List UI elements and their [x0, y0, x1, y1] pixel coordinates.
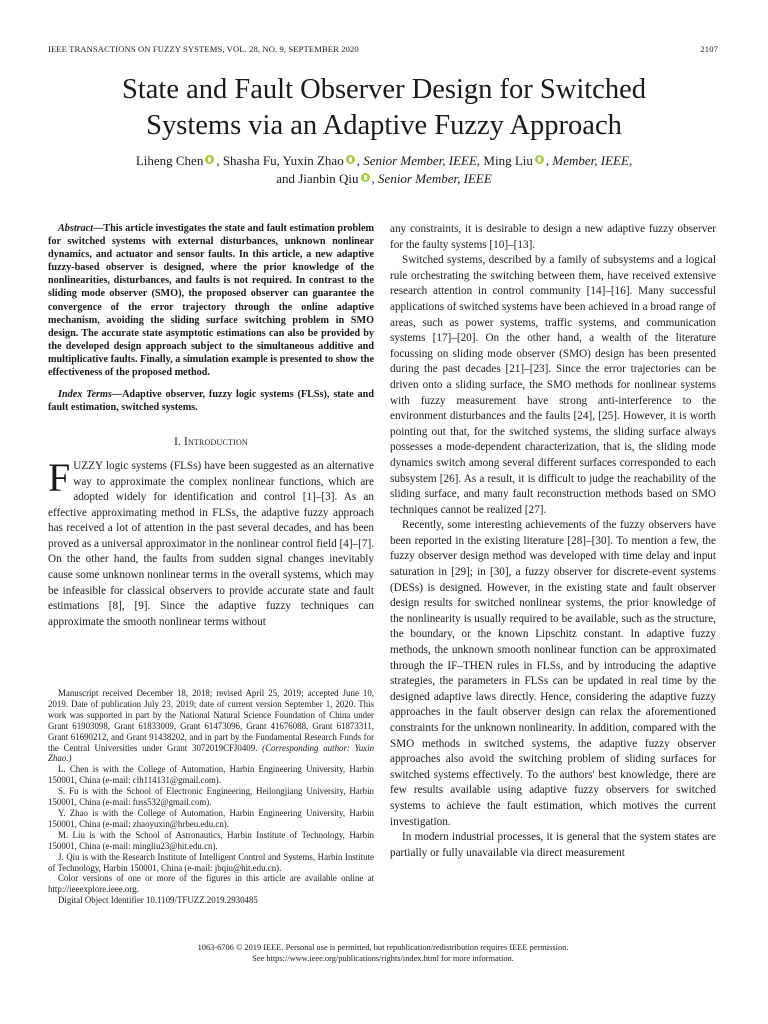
author-name: Ming Liu — [483, 153, 533, 168]
orcid-icon[interactable] — [535, 155, 544, 164]
footnote-doi: Digital Object Identifier 10.1109/TFUZZ.2019.2930485 — [58, 895, 258, 906]
orcid-icon[interactable] — [205, 155, 214, 164]
footnote-color-note: Color versions of one or more of the figures in this article are available online at http://ieeexplore.ieee.org. — [48, 873, 374, 895]
section-title: Introduction — [184, 436, 248, 449]
footnote-affiliation: L. Chen is with the College of Automation, Harbin Engineering University, Harbin 150001, China (e-mail: clh114131@gmail.com). — [48, 764, 374, 786]
footnote-manuscript — [48, 688, 374, 764]
author-line-1: Liheng Chen , Shasha Fu, Yuxin Zhao , Senior Member, IEEE, Ming Liu , Member, IEEE, — [135, 153, 633, 168]
author-role: Senior Member, IEEE — [378, 171, 492, 186]
page-number: 2107 — [700, 44, 718, 54]
right-column — [390, 222, 716, 861]
footnote-text: Manuscript received December 18, 2018; revised April 25, 2019; accepted June 10, 2019. Date of publication July 23, 2019; date of current version September 1, 2020. This work was supported in part by the National Natural Science Foundation of China under Grant 61903098, Grant 61833009, Grant 61473096, Grant 41676088, Grant 61873311, Grant 61690212, and Grant 91438202, and in part by the Fundamental Research Funds for the Central Universities under Grant 3072019CFJ0409. — [48, 688, 374, 753]
footnote-affiliation: J. Qiu is with the Research Institute of Intelligent Control and Systems, Harbin Institute of Technology, Harbin 150001, China (e-mail: jbqiu@hit.edu.cn). — [48, 851, 374, 873]
corresponding-author: (Corresponding author: Yuxin Zhao.) — [48, 742, 375, 764]
intro-paragraph-2: Switched systems, described by a family of subsystems and a logical rule orchestrating the switching between them, have received extensive research attention in control community [14]–[16]. Many successful applications of switched systems have been achieved in a broad range of areas, such as power systems, traffic systems, and communication systems [17]–[20]. On the other hand, a wealth of the literature focussing on sliding mode observer (SMO) design has been presented during the past decades [21]–[23]. Since the error trajectories can be driven onto a sliding surface, the SMO methods for nonlinear systems with fuzzy measurement have strong anti-interference to the environment disturbances and the faults [24], [25]. However, it is worth pointing out that, for the switched systems, the sliding surface always possesses a mode-dependent characterization, that is, the sliding mode dynamics switch among several different surfaces corresponded to each subsystem [26]. As a result, it is difficult to judge the reachability of the sliding surface, and many fault reconstruction methods based on SMO techniques cannot be realized [27]. — [390, 254, 716, 516]
intro-paragraph-4: In modern industrial processes, it is general that the system states are partially or fully unavailable via direct measurement — [390, 831, 716, 859]
abstract-label: Abstract — [58, 223, 94, 234]
author-name: Liheng Chen — [135, 153, 204, 168]
footnote-affiliation: S. Fu is with the School of Electronic Engineering, Heilongjiang University, Harbin 150001, China (e-mail: fuss532@gmail.com). — [48, 786, 374, 808]
orcid-icon[interactable] — [346, 155, 355, 164]
drop-cap: F — [48, 454, 71, 500]
index-terms-text: Adaptive observer, fuzzy logic systems (FLSs), state and fault estimation, switched systems. — [48, 389, 374, 414]
author-line-2: and Jianbin Qiu , Senior Member, IEEE — [276, 171, 492, 186]
intro-paragraph-3: Recently, some interesting achievements of the fuzzy observers have been reported in the existing literature [28]–[30]. To mention a few, the fuzzy observer design method was developed with time delay and input saturation in [29]; in [30], a fuzzy observer for discrete-event systems (DESs) is designed. However, in the existing state and fault observer design results for switched nonlinear systems, the prior knowledge of the nonlinearity is usually required to be available, such as the structure, the boundary, or the known Lipschitz constant. In adaptive fuzzy methods, the unknown smooth nonlinear function can be approximated through the IF–THEN rules in FLSs, and by introducing the adaptive strategies, the parameters in FLSs can be updated in real time by the designed adaptive laws directly. Hence, considering the adaptive fuzzy approaches in the fault observer design can relax the aforementioned constraints for the unknown nonlinearity. In addition, compared with the SMO methods in switched systems, the adaptive fuzzy observer approaches also avoid the switching problem of sliding surfaces for switched systems effectively. To the authors' best knowledge, there are few results available using adaptive fuzzy observers for switched systems to achieve the fault estimation, which motives the current investigation. — [390, 519, 716, 828]
copyright-notice — [48, 942, 718, 964]
orcid-icon[interactable] — [361, 173, 370, 182]
journal-name: IEEE TRANSACTIONS ON FUZZY SYSTEMS, VOL. 28, NO. 9, SEPTEMBER 2020 — [48, 44, 359, 54]
author-name: Shasha Fu — [222, 153, 277, 168]
author-name: Yuxin Zhao — [282, 153, 344, 168]
author-role: Member, IEEE — [552, 153, 629, 168]
index-terms-label: Index Terms — [58, 389, 112, 401]
author-list — [60, 152, 708, 188]
section-number: I. — [174, 436, 182, 449]
abstract: Abstract—This article investigates the state and fault estimation problem for switched systems with external disturbances, unknown nonlinear dynamics, and actuator and sensor faults. In this article, a new adaptive fuzzy-based observer is designed, where the prior knowledge of the nonlinearities, disturbances, and faults is not required. In contrast to the sliding mode observer (SMO), the proposed observer can guarantee the convergence of the error trajectory through the online adaptive mechanism, avoiding the sliding surface switching problem in SMO design. The accurate state asymptotic estimations can also be provided by the developed design approach subject to the simultaneous additive and multiplicative faults. Finally, a simulation example is presented to show the effectiveness of the proposed method. — [48, 223, 374, 379]
abstract-text: This article investigates the state and fault estimation problem for switched systems with external disturbances, unknown nonlinear dynamics, and actuator and sensor faults. In this article, a new adaptive fuzzy-based observer is designed, where the prior knowledge of the nonlinearities, disturbances, and faults is not required. In contrast to the sliding mode observer (SMO), the proposed observer can guarantee the convergence of the error trajectory through the online adaptive mechanism, avoiding the sliding surface switching problem in SMO design. The accurate state asymptotic estimations can also be provided by the developed design approach subject to the simultaneous additive and multiplicative faults. Finally, a simulation example is presented to show the effectiveness of the proposed method. — [48, 223, 374, 379]
running-header — [48, 44, 718, 54]
paper-title — [60, 72, 708, 144]
author-name: and Jianbin Qiu — [276, 171, 359, 186]
rights-line: See https://www.ieee.org/publications/rights/index.html for more information. — [252, 954, 514, 963]
paragraph-text: UZZY logic systems (FLSs) have been suggested as an alternative way to approximate the complex nonlinear functions, which are adopted widely for identification and control [1]–[3]. As an effective approximating method in FLSs, the adaptive fuzzy approach has received a lot of attention in the past several decades, and has been proved as a universal approximator in the nonlinear control field [4]–[7]. On the other hand, the faults from sudden signal changes inevitably cause some unknown nonlinear terms in the overall systems, which may be infeasible for classical observers to provide accurate state and fault estimations [8], [9]. Since the adaptive fuzzy techniques can approximate the smooth nonlinear terms without — [48, 459, 374, 628]
intro-paragraph-1 — [48, 454, 374, 631]
index-terms: Index Terms—Adaptive observer, fuzzy logic systems (FLSs), state and fault estimation, switched systems. — [48, 389, 374, 414]
author-role: Senior Member, IEEE — [363, 153, 477, 168]
copyright-line: 1063-6706 © 2019 IEEE. Personal use is permitted, but republication/redistribution requires IEEE permission. — [197, 943, 569, 952]
footnotes — [48, 688, 374, 906]
intro-paragraph-1-continued: any constraints, it is desirable to design a new adaptive fuzzy observer for the faulty systems [10]–[13]. — [390, 223, 716, 251]
title-line-2: Systems via an Adaptive Fuzzy Approach — [146, 110, 622, 141]
title-line-1: State and Fault Observer Design for Switched — [122, 74, 646, 105]
footnote-affiliation: M. Liu is with the School of Astronautics, Harbin Institute of Technology, Harbin 150001, China (e-mail: mingliu23@hit.edu.cn). — [48, 829, 374, 851]
section-heading — [48, 435, 374, 451]
left-column — [48, 222, 374, 630]
footnote-affiliation: Y. Zhao is with the College of Automation, Harbin Engineering University, Harbin 150001, China (e-mail: zhaoyuxin@hrbeu.edu.cn). — [48, 807, 374, 829]
